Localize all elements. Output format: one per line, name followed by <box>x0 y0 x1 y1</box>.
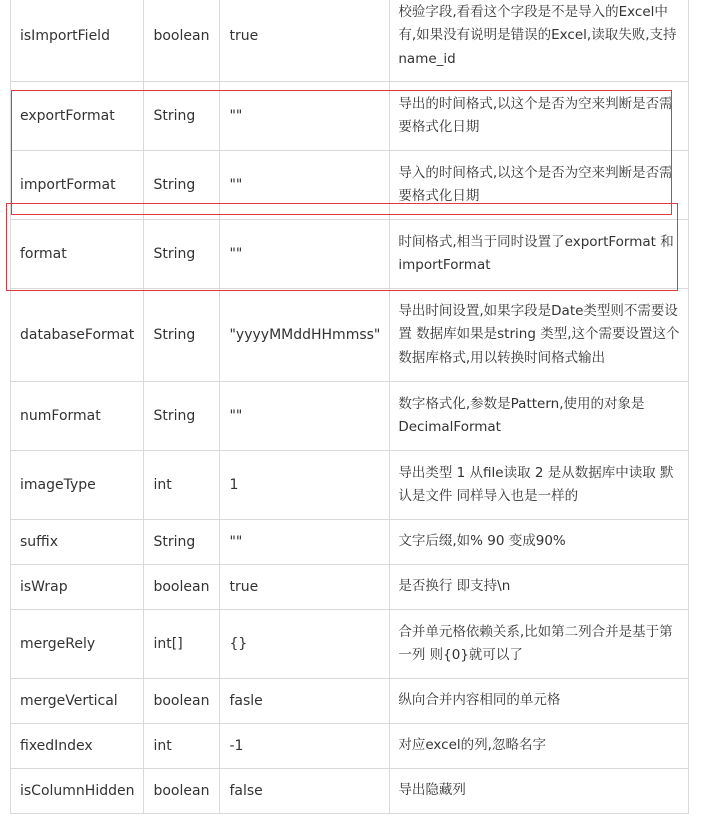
field-type: String <box>144 151 220 220</box>
field-type: int <box>144 724 220 769</box>
table-row <box>11 769 689 814</box>
field-name: isWrap <box>11 565 144 610</box>
field-type: int[] <box>144 610 220 679</box>
field-description: 对应excel的列,忽略名字 <box>390 724 689 769</box>
field-default: "" <box>220 520 390 565</box>
field-type: boolean <box>144 0 220 82</box>
field-name: importFormat <box>11 151 144 220</box>
field-description: 导出时间设置,如果字段是Date类型则不需要设置 数据库如果是string 类型,这个需要设置这个数据库格式,用以转换时间格式输出 <box>390 289 689 382</box>
field-name: isColumnHidden <box>11 769 144 814</box>
field-type: String <box>144 289 220 382</box>
field-type: String <box>144 382 220 451</box>
field-description: 纵向合并内容相同的单元格 <box>390 679 689 724</box>
field-default: "" <box>220 382 390 451</box>
table-row <box>11 610 689 679</box>
table-row <box>11 724 689 769</box>
table-row <box>11 451 689 520</box>
field-description: 时间格式,相当于同时设置了exportFormat 和 importFormat <box>390 220 689 289</box>
field-default: fasle <box>220 679 390 724</box>
field-description: 是否换行 即支持\n <box>390 565 689 610</box>
table-row <box>11 0 689 82</box>
field-description: 校验字段,看看这个字段是不是导入的Excel中有,如果没有说明是错误的Excel,读取失败,支持name_id <box>390 0 689 82</box>
field-name: numFormat <box>11 382 144 451</box>
field-name: databaseFormat <box>11 289 144 382</box>
field-description: 导出的时间格式,以这个是否为空来判断是否需要格式化日期 <box>390 82 689 151</box>
field-default: true <box>220 0 390 82</box>
field-type: boolean <box>144 679 220 724</box>
field-description: 导出类型 1 从file读取 2 是从数据库中读取 默认是文件 同样导入也是一样的 <box>390 451 689 520</box>
field-name: suffix <box>11 520 144 565</box>
table-row <box>11 520 689 565</box>
field-default: "yyyyMMddHHmmss" <box>220 289 390 382</box>
field-type: int <box>144 451 220 520</box>
field-default: true <box>220 565 390 610</box>
field-default: 1 <box>220 451 390 520</box>
field-default: {} <box>220 610 390 679</box>
field-type: String <box>144 520 220 565</box>
field-name: format <box>11 220 144 289</box>
table-row <box>11 565 689 610</box>
field-name: exportFormat <box>11 82 144 151</box>
field-description: 文字后缀,如% 90 变成90% <box>390 520 689 565</box>
table-row <box>11 289 689 382</box>
field-type: boolean <box>144 769 220 814</box>
field-default: -1 <box>220 724 390 769</box>
field-type: boolean <box>144 565 220 610</box>
field-name: imageType <box>11 451 144 520</box>
field-type: String <box>144 82 220 151</box>
field-default: "" <box>220 151 390 220</box>
field-description: 合并单元格依赖关系,比如第二列合并是基于第一列 则{0}就可以了 <box>390 610 689 679</box>
field-name: fixedIndex <box>11 724 144 769</box>
table-row <box>11 382 689 451</box>
field-name: mergeRely <box>11 610 144 679</box>
field-type: String <box>144 220 220 289</box>
field-description: 导入的时间格式,以这个是否为空来判断是否需要格式化日期 <box>390 151 689 220</box>
table-row <box>11 220 689 289</box>
table-row <box>11 679 689 724</box>
field-default: "" <box>220 82 390 151</box>
field-description: 导出隐藏列 <box>390 769 689 814</box>
annotation-field-table <box>10 0 689 814</box>
field-default: false <box>220 769 390 814</box>
field-description: 数字格式化,参数是Pattern,使用的对象是DecimalFormat <box>390 382 689 451</box>
table-row <box>11 82 689 151</box>
field-default: "" <box>220 220 390 289</box>
field-name: mergeVertical <box>11 679 144 724</box>
table-row <box>11 151 689 220</box>
field-name: isImportField <box>11 0 144 82</box>
